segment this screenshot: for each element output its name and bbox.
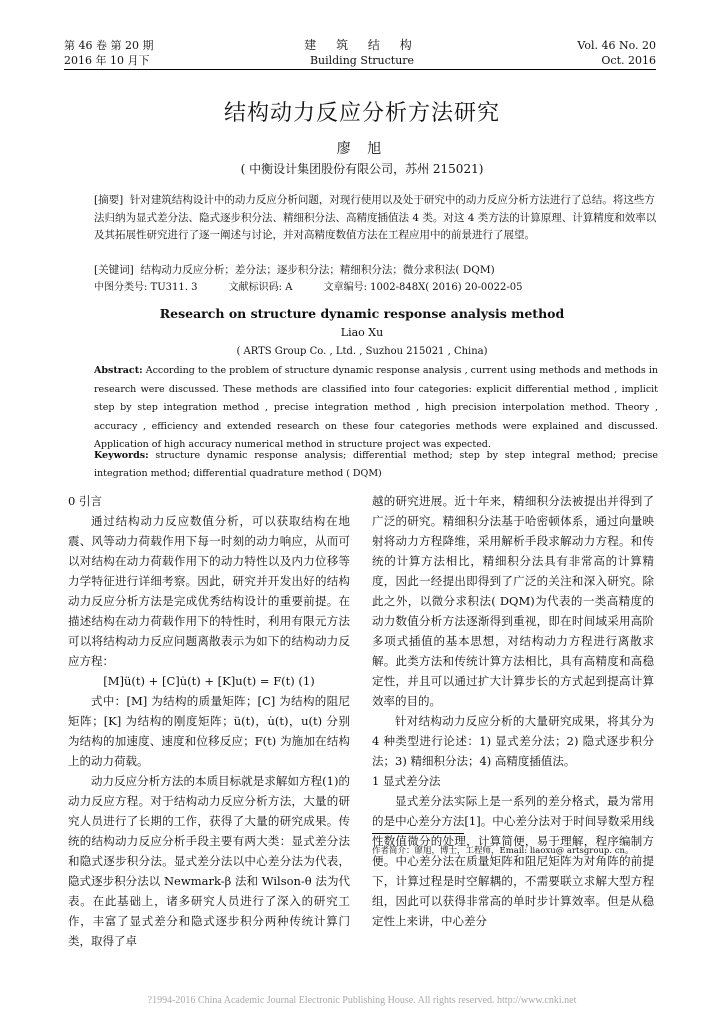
issue-date: 2016 年 10 月下 <box>64 54 150 67</box>
journal-name-cn: 建 筑 结 构 <box>304 38 420 52</box>
equation-1: [M]ü(t) + [C]u̇(t) + [K]u(t) = F(t) (1) <box>103 674 315 688</box>
issue-volume-en: Vol. 46 No. 20 <box>577 39 656 52</box>
abstract-en <box>94 362 658 455</box>
document-code: 文献标识码: A <box>228 282 293 293</box>
keywords-en-text: structure dynamic response analysis; differential method; step by step integral method; precise integration method; differential quadrature method ( DQM) <box>94 450 658 479</box>
journal-name <box>262 38 462 68</box>
paragraph: 式中：[M] 为结构的质量矩阵；[C] 为结构的阻尼矩阵；[K] 为结构的刚度矩阵；ü(t)，u̇(t)，u(t) 分别为结构的加速度、速度和位移反应；F(t) 为施加在结构上的动力荷载。 <box>68 694 350 768</box>
author-footnote: 作者简介：廖旭，博士，工程师，Email: liaoxu@ artsgroup. cn。 <box>372 846 634 856</box>
paper-affiliation-en: ( ARTS Group Co. , Ltd. , Suzhou 215021 , China) <box>236 346 488 357</box>
paragraph: 通过结构动力反应数值分析，可以获取结构在地震、风等动力荷载作用下每一时刻的动力响应，从而可以对结构在动力荷载作用下的动力特性以及内力位移等力学特征进行详细考察。因此，研究并开发出好的结构动力反应分析方法是完成优秀结构设计的重要前提。在描述结构在动力荷载作用下的特性时，利用有限元方法可以将结构动力反应问题离散表示为如下的结构动力反应方程： <box>68 514 350 668</box>
paragraph: 显式差分法实际上是一系列的差分格式，最为常用的是中心差分方法[1]。中心差分法对于时间导数采用线性数值微分的处理，计算简便，易于理解，程序编制方便。中心差分法在质量矩阵和阻尼矩阵为对角阵的前提下，计算过程是时空解耦的，不需要联立求解大型方程组，因此可以获得非常高的单时步计算效率。但是从稳定性上来讲，中心差分 <box>372 794 654 928</box>
article-number: 文章编号: 1002-848X( 2016) 20-0022-05 <box>323 282 523 293</box>
paper-title-en: Research on structure dynamic response analysis method <box>159 306 565 321</box>
keywords-en-label: Keywords: <box>94 450 149 461</box>
left-column <box>68 491 350 951</box>
paragraph: 越的研究进展。近十年来，精细积分法被提出并得到了广泛的研究。精细积分法基于哈密顿体系，通过向量映射将动力方程降维，采用解析手段求解动力方程。和传统的计算方法相比，精细积分法具有非常高的计算精度，因此一经提出即得到了广泛的关注和深入研究。除此之外，以微分求积法( DQM)为代表的一类高精度的动力数值分析方法逐渐得到重视，即在时间域采用高阶多项式插值的基本思想，对结构动力方程进行离散求解。此类方法和传统计算方法相比，具有高精度和高稳定性，并且可以通过扩大计算步长的方式起到提高计算效率的目的。 <box>372 494 654 708</box>
keywords-cn-text: 结构动力反应分析；差分法；逐步积分法；精细积分法；微分求积法( DQM) <box>140 264 495 276</box>
copyright-line: ?1994-2016 China Academic Journal Electronic Publishing House. All rights reserved. http://www.cnki.net <box>147 995 577 1006</box>
footnote-rule <box>372 833 464 834</box>
header-rule <box>64 69 656 70</box>
issue-volume: 第 46 卷 第 20 期 <box>64 39 154 52</box>
journal-name-en: Building Structure <box>309 54 415 67</box>
paragraph: 动力反应分析方法的本质目标就是求解如方程(1)的动力反应方程。对于结构动力反应分析方法，大量的研究人员进行了长期的工作，获得了大量的研究成果。传统的结构动力反应分析手段主要有两大类：显式差分法和隐式逐步积分法。显式差分法以中心差分法为代表，隐式逐步积分法以 Newmark-β 法和 Wilson-θ 法为代表。在此基础上，诸多研究人员进行了深入的研究工作，丰富了显式差分和隐式逐步积分两种传统计算门类，取得了卓 <box>68 774 350 948</box>
abstract-cn-label: [摘要] <box>94 194 124 206</box>
abstract-cn <box>94 192 658 245</box>
classification-line <box>94 279 658 296</box>
clc-number: 中图分类号: TU311. 3 <box>94 282 198 293</box>
right-column <box>372 491 654 931</box>
section-0-heading: 0 引言 <box>68 494 102 508</box>
keywords-cn-label: [关键词] <box>94 264 134 276</box>
keywords-en <box>94 447 658 483</box>
paper-author-en: Liao Xu <box>340 326 384 339</box>
abstract-en-label: Abstract: <box>94 365 143 376</box>
abstract-cn-text: 针对建筑结构设计中的动力反应分析问题，对现行使用以及处于研究中的动力反应分析方法进行了总结。将这些方法归纳为显式差分法、隐式逐步积分法、精细积分法、高精度插值法 4 类。对这 4 类方法的计算原理、计算精度和效率以及其拓展性研究进行了逐一阐述与讨论，并对高精度数值方法在工程应用中的前景进行了展望。 <box>94 194 657 241</box>
paper-title: 结构动力反应分析方法研究 <box>223 101 500 126</box>
abstract-en-text: According to the problem of structure dynamic response analysis , current using methods and methods in research were discussed. These methods are classified into four categories: explicit differential method , implicit step by step integration method , precise integration method , high precision interpolation method. Theory , accuracy , efficiency and extended research on these four categories methods were explained and discussed. Application of high accuracy numerical method in structure project was expected. <box>94 365 658 450</box>
journal-issue-info-en <box>577 38 656 68</box>
paper-author: 廖 旭 <box>336 141 388 157</box>
keywords-cn <box>94 262 658 279</box>
section-1-heading: 1 显式差分法 <box>372 774 441 788</box>
paragraph: 针对结构动力反应分析的大量研究成果，将其分为 4 种类型进行论述：1) 显式差分法；2) 隐式逐步积分法；3) 精细积分法；4) 高精度插值法。 <box>372 714 654 768</box>
journal-issue-info <box>64 38 153 68</box>
issue-date-en: Oct. 2016 <box>601 54 656 67</box>
paper-affiliation: ( 中衡设计集团股份有限公司，苏州 215021) <box>240 162 484 176</box>
